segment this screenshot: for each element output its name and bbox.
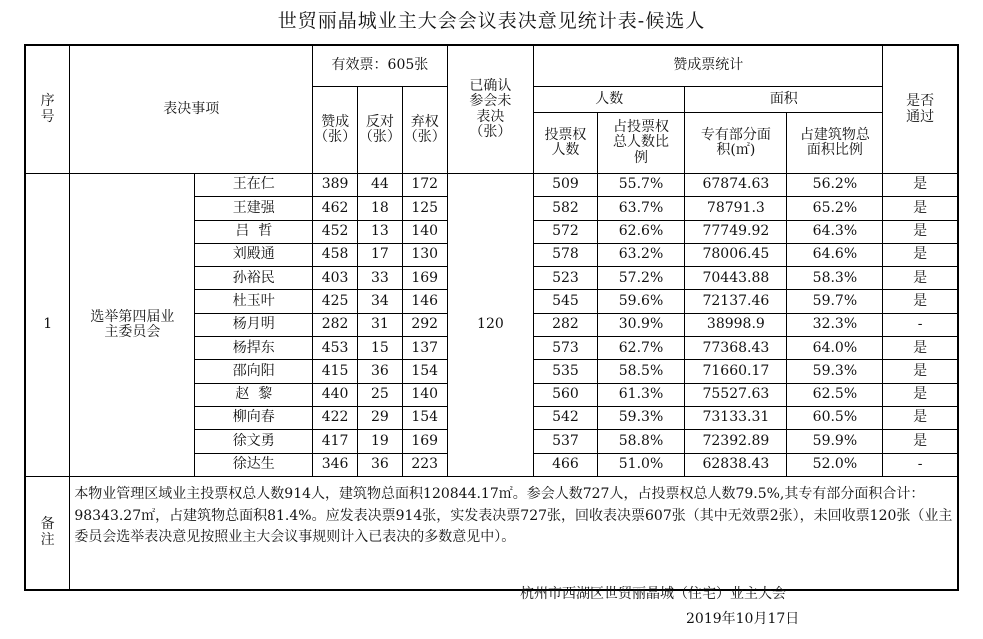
passed-flag: - bbox=[883, 453, 958, 476]
approve-count: 458 bbox=[313, 243, 358, 266]
header-pct-area: 占建筑物总 面积比例 bbox=[787, 113, 883, 174]
pct-people: 62.6% bbox=[597, 220, 685, 243]
abstain-count: 172 bbox=[402, 174, 447, 197]
pct-area: 65.2% bbox=[787, 197, 883, 220]
pct-area: 64.3% bbox=[787, 220, 883, 243]
passed-flag: 是 bbox=[883, 267, 958, 290]
candidate-name: 王在仁 bbox=[195, 174, 313, 197]
abstain-count: 169 bbox=[402, 430, 447, 453]
candidate-name: 王建强 bbox=[195, 197, 313, 220]
pct-people: 55.7% bbox=[597, 174, 685, 197]
pct-area: 59.3% bbox=[787, 360, 883, 383]
header-vote-weight-people: 投票权 人数 bbox=[534, 113, 598, 174]
document-title: 世贸丽晶城业主大会会议表决意见统计表-候选人 bbox=[277, 10, 706, 32]
oppose-count: 36 bbox=[358, 453, 403, 476]
pct-area: 59.7% bbox=[787, 290, 883, 313]
passed-flag: 是 bbox=[883, 406, 958, 429]
header-exclusive-area: 专有部分面 积(㎡) bbox=[685, 113, 787, 174]
pct-area: 32.3% bbox=[787, 313, 883, 336]
pct-people: 58.5% bbox=[597, 360, 685, 383]
oppose-count: 33 bbox=[358, 267, 403, 290]
passed-flag: 是 bbox=[883, 220, 958, 243]
abstain-count: 292 bbox=[402, 313, 447, 336]
header-people: 人数 bbox=[534, 87, 685, 113]
header-valid-votes: 有效票：605张 bbox=[313, 45, 447, 87]
abstain-count: 140 bbox=[402, 383, 447, 406]
passed-flag: 是 bbox=[883, 197, 958, 220]
pct-people: 61.3% bbox=[597, 383, 685, 406]
approve-count: 440 bbox=[313, 383, 358, 406]
vote-weight-people: 535 bbox=[534, 360, 598, 383]
pct-people: 51.0% bbox=[597, 453, 685, 476]
approve-count: 415 bbox=[313, 360, 358, 383]
pct-area: 62.5% bbox=[787, 383, 883, 406]
vote-weight-people: 466 bbox=[534, 453, 598, 476]
oppose-count: 19 bbox=[358, 430, 403, 453]
approve-count: 417 bbox=[313, 430, 358, 453]
pct-people: 63.2% bbox=[597, 243, 685, 266]
pct-area: 52.0% bbox=[787, 453, 883, 476]
pct-area: 58.3% bbox=[787, 267, 883, 290]
header-seq: 序 号 bbox=[25, 45, 70, 174]
approve-count: 425 bbox=[313, 290, 358, 313]
header-passed: 是否 通过 bbox=[883, 45, 958, 174]
vote-weight-people: 509 bbox=[534, 174, 598, 197]
abstain-count: 169 bbox=[402, 267, 447, 290]
approve-count: 462 bbox=[313, 197, 358, 220]
approve-count: 389 bbox=[313, 174, 358, 197]
header-approve: 赞成 （张） bbox=[313, 87, 358, 174]
header-approval-stats: 赞成票统计 bbox=[534, 45, 883, 87]
oppose-count: 15 bbox=[358, 337, 403, 360]
pct-people: 30.9% bbox=[597, 313, 685, 336]
pct-area: 60.5% bbox=[787, 406, 883, 429]
passed-flag: 是 bbox=[883, 360, 958, 383]
remarks-text: 本物业管理区域业主投票权总人数914人，建筑物总面积120844.17㎡。参会人数727人，占投票权总人数79.5%,其专有部分面积合计：98343.27㎡，占建筑物总面积81.4%。应发表决票914张，实发表决票727张，回收表决票607张（其中无效票2张），未回收票120张（业主委员会选举表决意见按照业主大会议事规则计入已表决的多数意见中）。 bbox=[70, 476, 958, 590]
candidate-name: 徐文勇 bbox=[195, 430, 313, 453]
oppose-count: 29 bbox=[358, 406, 403, 429]
exclusive-area: 72392.89 bbox=[685, 430, 787, 453]
oppose-count: 25 bbox=[358, 383, 403, 406]
candidate-name: 杨月明 bbox=[195, 313, 313, 336]
oppose-count: 17 bbox=[358, 243, 403, 266]
candidate-name: 刘殿通 bbox=[195, 243, 313, 266]
pct-people: 59.3% bbox=[597, 406, 685, 429]
exclusive-area: 77749.92 bbox=[685, 220, 787, 243]
pct-area: 64.0% bbox=[787, 337, 883, 360]
pct-people: 62.7% bbox=[597, 337, 685, 360]
header-area: 面积 bbox=[685, 87, 883, 113]
vote-weight-people: 537 bbox=[534, 430, 598, 453]
exclusive-area: 72137.46 bbox=[685, 290, 787, 313]
exclusive-area: 38998.9 bbox=[685, 313, 787, 336]
oppose-count: 31 bbox=[358, 313, 403, 336]
vote-weight-people: 523 bbox=[534, 267, 598, 290]
pct-area: 64.6% bbox=[787, 243, 883, 266]
candidate-name: 杜玉叶 bbox=[195, 290, 313, 313]
vote-weight-people: 545 bbox=[534, 290, 598, 313]
vote-weight-people: 578 bbox=[534, 243, 598, 266]
vote-weight-people: 582 bbox=[534, 197, 598, 220]
oppose-count: 44 bbox=[358, 174, 403, 197]
candidate-name: 杨捍东 bbox=[195, 337, 313, 360]
footer-date: 2019年10月17日 bbox=[686, 611, 800, 627]
passed-flag: 是 bbox=[883, 243, 958, 266]
vote-weight-people: 572 bbox=[534, 220, 598, 243]
abstain-count: 154 bbox=[402, 406, 447, 429]
pct-area: 56.2% bbox=[787, 174, 883, 197]
candidate-name: 柳向春 bbox=[195, 406, 313, 429]
pct-people: 57.2% bbox=[597, 267, 685, 290]
vote-weight-people: 282 bbox=[534, 313, 598, 336]
approve-count: 403 bbox=[313, 267, 358, 290]
exclusive-area: 70443.88 bbox=[685, 267, 787, 290]
passed-flag: 是 bbox=[883, 383, 958, 406]
oppose-count: 34 bbox=[358, 290, 403, 313]
approve-count: 422 bbox=[313, 406, 358, 429]
table-row bbox=[25, 174, 958, 197]
candidate-name: 吕 哲 bbox=[195, 220, 313, 243]
vote-weight-people: 542 bbox=[534, 406, 598, 429]
exclusive-area: 78006.45 bbox=[685, 243, 787, 266]
pct-people: 63.7% bbox=[597, 197, 685, 220]
pct-area: 59.9% bbox=[787, 430, 883, 453]
group-matter: 选举第四届业 主委员会 bbox=[70, 174, 195, 477]
approve-count: 452 bbox=[313, 220, 358, 243]
passed-flag: 是 bbox=[883, 290, 958, 313]
exclusive-area: 73133.31 bbox=[685, 406, 787, 429]
header-oppose: 反对 （张） bbox=[358, 87, 403, 174]
header-confirmed-undecided: 已确认 参会未 表决 （张） bbox=[447, 45, 534, 174]
abstain-count: 137 bbox=[402, 337, 447, 360]
footer-organization: 杭州市西湖区世贸丽晶城（住宅）业主大会 bbox=[520, 586, 786, 602]
passed-flag: 是 bbox=[883, 430, 958, 453]
exclusive-area: 71660.17 bbox=[685, 360, 787, 383]
abstain-count: 140 bbox=[402, 220, 447, 243]
abstain-count: 130 bbox=[402, 243, 447, 266]
confirmed-undecided-count: 120 bbox=[447, 174, 534, 477]
vote-weight-people: 573 bbox=[534, 337, 598, 360]
header-abstain: 弃权 （张） bbox=[402, 87, 447, 174]
abstain-count: 146 bbox=[402, 290, 447, 313]
passed-flag: - bbox=[883, 313, 958, 336]
vote-statistics-table bbox=[24, 44, 959, 591]
pct-people: 59.6% bbox=[597, 290, 685, 313]
candidate-name: 徐达生 bbox=[195, 453, 313, 476]
exclusive-area: 77368.43 bbox=[685, 337, 787, 360]
oppose-count: 13 bbox=[358, 220, 403, 243]
oppose-count: 18 bbox=[358, 197, 403, 220]
pct-people: 58.8% bbox=[597, 430, 685, 453]
oppose-count: 36 bbox=[358, 360, 403, 383]
group-seq: 1 bbox=[25, 174, 70, 477]
exclusive-area: 75527.63 bbox=[685, 383, 787, 406]
candidate-name: 孙裕民 bbox=[195, 267, 313, 290]
approve-count: 453 bbox=[313, 337, 358, 360]
remarks-label: 备 注 bbox=[25, 476, 70, 590]
candidate-name: 赵 黎 bbox=[195, 383, 313, 406]
header-matter: 表决事项 bbox=[70, 45, 313, 174]
passed-flag: 是 bbox=[883, 337, 958, 360]
exclusive-area: 67874.63 bbox=[685, 174, 787, 197]
exclusive-area: 78791.3 bbox=[685, 197, 787, 220]
vote-weight-people: 560 bbox=[534, 383, 598, 406]
header-pct-people: 占投票权 总人数比 例 bbox=[597, 113, 685, 174]
candidate-name: 邵向阳 bbox=[195, 360, 313, 383]
approve-count: 282 bbox=[313, 313, 358, 336]
abstain-count: 223 bbox=[402, 453, 447, 476]
passed-flag: 是 bbox=[883, 174, 958, 197]
approve-count: 346 bbox=[313, 453, 358, 476]
abstain-count: 125 bbox=[402, 197, 447, 220]
abstain-count: 154 bbox=[402, 360, 447, 383]
remarks-row bbox=[25, 476, 958, 590]
exclusive-area: 62838.43 bbox=[685, 453, 787, 476]
